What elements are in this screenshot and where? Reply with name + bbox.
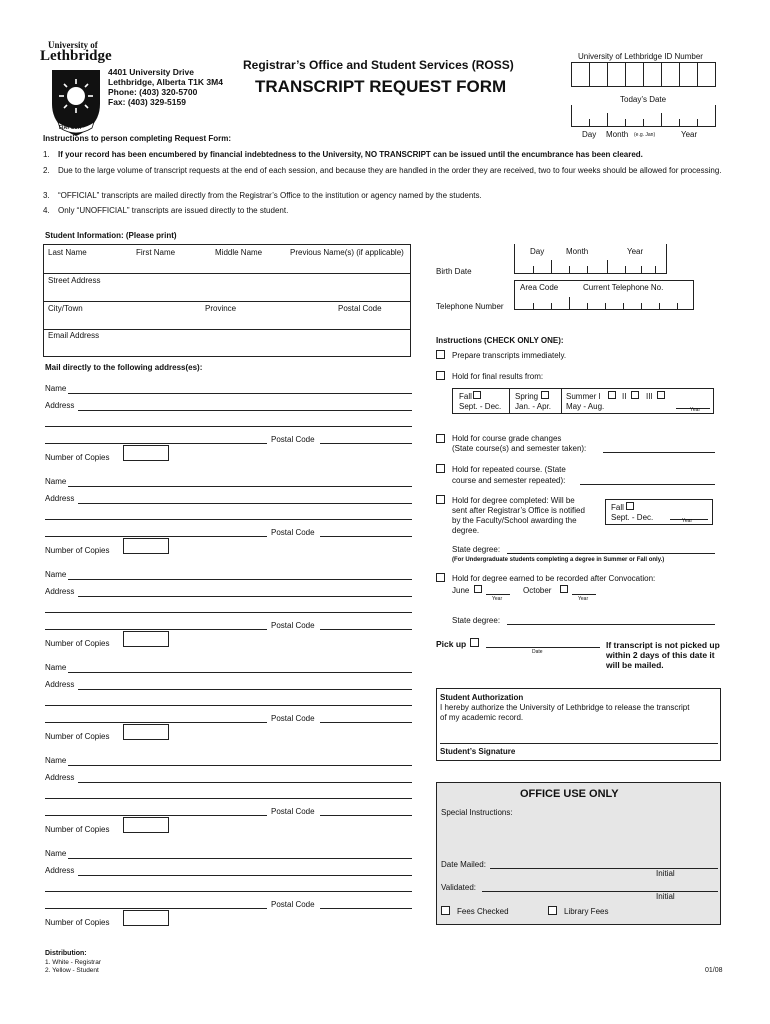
mail-name-field[interactable] — [68, 765, 412, 766]
mail-address-field-2[interactable] — [45, 891, 412, 892]
mail-name-field[interactable] — [68, 672, 412, 673]
email-field[interactable] — [44, 341, 410, 355]
authorization-text-2: of my academic record. — [440, 713, 524, 722]
fall-label: Fall — [459, 392, 472, 401]
birth-date-label: Birth Date — [436, 267, 472, 276]
degree-completed-label-2: sent after Registrar’s Office is notified — [452, 506, 585, 515]
city-label: City/Town — [48, 304, 83, 313]
mail-address-label: Address — [45, 494, 75, 503]
mail-copies-label: Number of Copies — [45, 453, 110, 462]
prepare-immediately-checkbox[interactable] — [436, 350, 445, 359]
grade-change-label-2: (State course(s) and semester taken): — [452, 444, 587, 453]
spring-months-label: Jan. - Apr. — [515, 402, 552, 411]
mail-name-field[interactable] — [68, 858, 412, 859]
mail-address-field-2[interactable] — [45, 519, 412, 520]
summer-ii-label: II — [622, 392, 627, 401]
instruction-num: 4. — [43, 206, 50, 215]
mail-copies-label: Number of Copies — [45, 918, 110, 927]
postal-code-label: Postal Code — [338, 304, 382, 313]
undergrad-note: (For Undergraduate students completing a degree in Summer or Fall only.) — [452, 557, 665, 563]
authorization-heading: Student Authorization — [440, 693, 524, 702]
birth-day-label: Day — [530, 247, 545, 256]
instruction-num: 3. — [43, 191, 50, 200]
mail-copies-field[interactable] — [123, 445, 169, 461]
mail-postal-code-field[interactable] — [320, 722, 412, 723]
mail-name-label: Name — [45, 384, 67, 393]
middle-name-label: Middle Name — [215, 248, 263, 257]
mail-address-field-3[interactable] — [45, 722, 267, 723]
june-year-label: Year — [492, 596, 503, 602]
validated-initial: Initial — [656, 892, 675, 901]
repeated-course-checkbox[interactable] — [436, 464, 445, 473]
convocation-checkbox[interactable] — [436, 573, 445, 582]
phone-text: Phone: (403) 320-5700 — [108, 87, 198, 97]
mail-address-field-2[interactable] — [45, 612, 412, 613]
mail-address-label: Address — [45, 680, 75, 689]
first-name-label: First Name — [136, 248, 176, 257]
degree-fall-checkbox[interactable] — [626, 502, 634, 510]
distribution-item-1: 1. White - Registrar — [45, 959, 101, 966]
grade-change-label-1: Hold for course grade changes — [452, 434, 562, 443]
repeated-course-field[interactable] — [580, 484, 715, 485]
hold-final-results-label: Hold for final results from: — [452, 372, 544, 381]
pickup-date-field[interactable] — [486, 647, 600, 648]
todays-date-field[interactable] — [571, 105, 716, 127]
logo-univ-name: Lethbridge — [40, 48, 112, 64]
university-logo — [40, 40, 110, 135]
summer-months-label: May - Aug. — [566, 402, 605, 411]
mail-copies-field[interactable] — [123, 817, 169, 833]
office-use-box — [436, 782, 721, 925]
student-info-heading: Student Information: (Please print) — [45, 231, 177, 240]
id-number-field[interactable] — [571, 62, 716, 87]
degree-completed-checkbox[interactable] — [436, 495, 445, 504]
mail-address-field-3[interactable] — [45, 629, 267, 630]
mail-copies-field[interactable] — [123, 631, 169, 647]
area-code-label: Area Code — [520, 283, 559, 292]
mail-address-label: Address — [45, 773, 75, 782]
instruction-text: Due to the large volume of transcript requests at the end of each session, and because they are handled in the order they are received, two to four weeks should be allowed for processing. — [58, 166, 722, 175]
mail-address-field[interactable] — [78, 875, 412, 876]
birth-month-label: Month — [566, 247, 589, 256]
options-heading: Instructions (CHECK ONLY ONE): — [436, 336, 564, 345]
fees-checked-checkbox[interactable] — [441, 906, 450, 915]
todays-date-label: Today’s Date — [620, 95, 667, 104]
hold-final-results-checkbox[interactable] — [436, 371, 445, 380]
instruction-text: Only “UNOFFICIAL” transcripts are issued directly to the student. — [58, 206, 289, 215]
repeated-course-label-2: course and semester repeated): — [452, 476, 566, 485]
mail-heading: Mail directly to the following address(es): — [45, 363, 203, 372]
current-phone-label: Current Telephone No. — [583, 283, 664, 292]
distribution-heading: Distribution: — [45, 950, 87, 957]
mail-address-field-3[interactable] — [45, 815, 267, 816]
fall-months-label: Sept. - Dec. — [459, 402, 502, 411]
mail-name-label: Name — [45, 663, 67, 672]
mail-address-field-3[interactable] — [45, 908, 267, 909]
validated-field[interactable] — [482, 891, 718, 892]
street-address-label: Street Address — [48, 276, 101, 285]
mail-name-label: Name — [45, 849, 67, 858]
repeated-course-label-1: Hold for repeated course. (State — [452, 465, 566, 474]
birth-year-label: Year — [627, 247, 644, 256]
degree-completed-label-4: degree. — [452, 526, 480, 535]
mail-name-field[interactable] — [68, 579, 412, 580]
library-fees-checkbox[interactable] — [548, 906, 557, 915]
term-year-label: Year — [690, 407, 701, 413]
mail-address-field[interactable] — [78, 596, 412, 597]
date-year-label: Year — [681, 130, 698, 139]
mail-copies-label: Number of Copies — [45, 825, 110, 834]
authorization-text-1: I hereby authorize the University of Lethbridge to release the transcript — [440, 703, 690, 712]
email-label: Email Address — [48, 331, 100, 340]
signature-field[interactable] — [440, 743, 718, 744]
state-degree-field-2[interactable] — [507, 624, 715, 625]
mail-copies-field[interactable] — [123, 538, 169, 554]
id-number-label: University of Lethbridge ID Number — [578, 52, 703, 61]
degree-completed-label-1: Hold for degree completed: Will be — [452, 496, 575, 505]
october-checkbox[interactable] — [560, 585, 568, 593]
page-title: TRANSCRIPT REQUEST FORM — [255, 77, 507, 96]
date-month-label: Month — [606, 130, 629, 139]
street-address-field[interactable] — [44, 286, 410, 300]
mail-address-field-2[interactable] — [45, 705, 412, 706]
mail-address-label: Address — [45, 866, 75, 875]
mail-name-label: Name — [45, 570, 67, 579]
pickup-date-label: Date — [532, 649, 543, 655]
october-label: October — [523, 586, 552, 595]
spring-label: Spring — [515, 392, 539, 401]
mail-address-field-2[interactable] — [45, 798, 412, 799]
pickup-note-2: within 2 days of this date it — [606, 650, 715, 660]
date-mailed-label: Date Mailed: — [441, 860, 486, 869]
mail-postal-code-field[interactable] — [320, 443, 412, 444]
summer-iii-checkbox[interactable] — [657, 391, 665, 399]
address-line-1: 4401 University Drive — [108, 67, 194, 77]
mail-address-field-3[interactable] — [45, 443, 267, 444]
mail-address-field[interactable] — [78, 782, 412, 783]
distribution-item-2: 2. Yellow - Student — [45, 967, 99, 974]
date-mailed-initial: Initial — [656, 869, 675, 878]
mail-copies-field[interactable] — [123, 724, 169, 740]
telephone-label: Telephone Number — [436, 302, 504, 311]
logo-motto: FIAT LUX — [59, 125, 82, 131]
mail-address-field[interactable] — [78, 503, 412, 504]
mail-postal-code-label: Postal Code — [271, 435, 315, 444]
spring-checkbox[interactable] — [541, 391, 549, 399]
mail-address-field[interactable] — [78, 689, 412, 690]
instruction-text: If your record has been encumbered by financial indebtedness to the University, NO TRANSCRIPT can be issued until the encumbrance has been cleared. — [58, 150, 643, 159]
mail-address-field[interactable] — [78, 410, 412, 411]
october-year-label: Year — [578, 596, 589, 602]
convocation-label: Hold for degree earned to be recorded after Convocation: — [452, 574, 656, 583]
logo-univ-top: University of — [48, 40, 98, 50]
mail-copies-label: Number of Copies — [45, 639, 110, 648]
previous-names-label: Previous Name(s) (if applicable) — [290, 248, 404, 257]
october-year-field[interactable] — [572, 594, 596, 595]
degree-fall-months-label: Sept. - Dec. — [611, 513, 654, 522]
instruction-num: 1. — [43, 150, 50, 159]
pickup-checkbox[interactable] — [470, 638, 479, 647]
office-title: Registrar’s Office and Student Services (ROSS) — [243, 58, 514, 72]
pickup-label: Pick up — [436, 639, 467, 649]
mail-name-field[interactable] — [68, 393, 412, 394]
name-field[interactable] — [44, 258, 410, 272]
degree-completed-label-3: by the Faculty/School awarding the — [452, 516, 577, 525]
mail-copies-label: Number of Copies — [45, 732, 110, 741]
validated-label: Validated: — [441, 883, 476, 892]
mail-postal-code-field[interactable] — [320, 815, 412, 816]
mail-postal-code-label: Postal Code — [271, 528, 315, 537]
june-year-field[interactable] — [486, 594, 510, 595]
fees-checked-label: Fees Checked — [457, 907, 509, 916]
date-day-label: Day — [582, 130, 597, 139]
mail-postal-code-field[interactable] — [320, 536, 412, 537]
library-fees-label: Library Fees — [564, 907, 609, 916]
instruction-text: “OFFICIAL” transcripts are mailed directly from the Registrar’s Office to the institution or agency named by the students. — [58, 191, 482, 200]
summer-i-checkbox[interactable] — [608, 391, 616, 399]
special-instructions-label: Special Instructions: — [441, 808, 513, 817]
city-province-postal-field[interactable] — [44, 314, 410, 328]
mail-postal-code-label: Postal Code — [271, 807, 315, 816]
address-line-2: Lethbridge, Alberta T1K 3M4 — [108, 77, 223, 87]
mail-address-label: Address — [45, 401, 75, 410]
office-heading: OFFICE USE ONLY — [520, 788, 619, 800]
mail-address-label: Address — [45, 587, 75, 596]
instructions-heading: Instructions to person completing Request Form: — [43, 134, 232, 143]
signature-label: Student’s Signature — [440, 747, 516, 756]
degree-fall-label: Fall — [611, 503, 624, 512]
mail-address-field-3[interactable] — [45, 536, 267, 537]
mail-copies-field[interactable] — [123, 910, 169, 926]
prepare-immediately-label: Prepare transcripts immediately. — [452, 351, 567, 360]
mail-postal-code-field[interactable] — [320, 908, 412, 909]
province-label: Province — [205, 304, 237, 313]
pickup-note-1: If transcript is not picked up — [606, 640, 720, 650]
mail-copies-label: Number of Copies — [45, 546, 110, 555]
june-label: June — [452, 586, 470, 595]
mail-postal-code-label: Postal Code — [271, 714, 315, 723]
mail-postal-code-label: Postal Code — [271, 621, 315, 630]
fall-checkbox[interactable] — [473, 391, 481, 399]
summer-ii-checkbox[interactable] — [631, 391, 639, 399]
state-degree-field[interactable] — [507, 553, 715, 554]
mail-address-field-2[interactable] — [45, 426, 412, 427]
state-degree-label-2: State degree: — [452, 616, 501, 625]
last-name-label: Last Name — [48, 248, 87, 257]
date-mailed-field[interactable] — [490, 868, 718, 869]
summer-iii-label: III — [646, 392, 653, 401]
degree-year-label: Year — [682, 518, 693, 524]
summer-label: Summer I — [566, 392, 601, 401]
date-month-hint: (e.g. Jan) — [634, 132, 656, 138]
mail-name-label: Name — [45, 756, 67, 765]
grade-change-checkbox[interactable] — [436, 434, 445, 443]
june-checkbox[interactable] — [474, 585, 482, 593]
grade-change-field[interactable] — [603, 452, 715, 453]
mail-name-label: Name — [45, 477, 67, 486]
mail-postal-code-field[interactable] — [320, 629, 412, 630]
mail-name-field[interactable] — [68, 486, 412, 487]
form-version: 01/08 — [705, 967, 723, 974]
state-degree-label: State degree: — [452, 545, 501, 554]
pickup-note-3: will be mailed. — [606, 660, 664, 670]
fax-text: Fax: (403) 329-5159 — [108, 97, 186, 107]
mail-postal-code-label: Postal Code — [271, 900, 315, 909]
instruction-num: 2. — [43, 166, 50, 175]
